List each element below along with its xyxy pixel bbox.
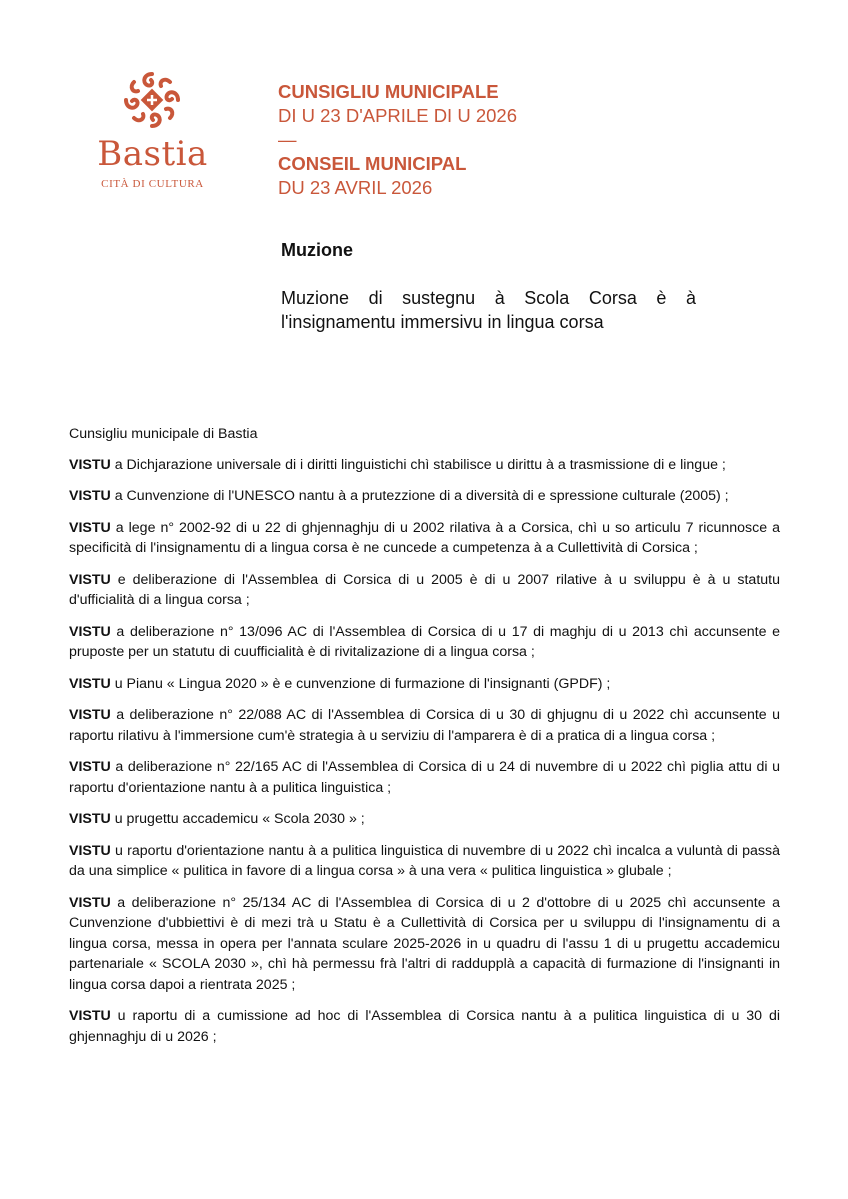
clause-paragraph xyxy=(69,570,780,611)
clause-text: a deliberazione n° 22/165 AC di l'Assemblea di Corsica di u 24 di nuvembre di u 2022 chì piglia attu di u raportu d'orientazione nantu à a pulitica linguistica ; xyxy=(69,759,780,796)
clause-paragraph xyxy=(69,622,780,663)
header-date-french: DU 23 AVRIL 2026 xyxy=(278,177,433,198)
clause-paragraph xyxy=(69,486,780,507)
clause-paragraph xyxy=(69,893,780,996)
clause-keyword: VISTU xyxy=(69,842,111,859)
document-header xyxy=(278,80,517,200)
clause-keyword: VISTU xyxy=(69,456,111,473)
clause-text: e deliberazione di l'Assemblea di Corsica di u 2005 è di u 2007 rilative à u sviluppu è à u statutu d'ufficialità di a lingua corsa ; xyxy=(69,571,780,608)
clause-text: u raportu di a cumissione ad hoc di l'Assemblea di Corsica nantu à a pulitica linguistica di u 30 di ghjennaghju di u 2026 ; xyxy=(69,1008,780,1045)
clause-paragraph xyxy=(69,674,780,695)
clause-text: u prugettu accademicu « Scola 2030 » ; xyxy=(110,811,365,827)
clause-keyword: VISTU xyxy=(69,571,111,588)
clause-paragraph xyxy=(69,809,780,830)
clause-text: u Pianu « Lingua 2020 » è e cunvenzione di furmazione di l'insignanti (GPDF) ; xyxy=(110,675,611,692)
motion-title: Muzione di sustegnu à Scola Corsa è à l'insignamentu immersivu in lingua corsa xyxy=(281,288,696,332)
header-council-french: CONSEIL MUNICIPAL xyxy=(278,153,467,174)
clause-keyword: VISTU xyxy=(69,1008,111,1024)
clause-keyword: VISTU xyxy=(69,488,111,504)
logo-name: Bastia xyxy=(97,134,208,174)
clause-keyword: VISTU xyxy=(69,707,111,723)
header-council-corsican: CUNSIGLIU MUNICIPALE xyxy=(278,81,499,102)
clause-keyword: VISTU xyxy=(69,759,111,775)
clause-paragraph xyxy=(69,841,780,882)
header-date-corsican: DI U 23 D'APRILE DI U 2026 xyxy=(278,105,517,126)
clause-text: a deliberazione n° 25/134 AC di l'Assemblea di Corsica di u 2 d'ottobre di u 2025 chì accunsente a Cunvenzione d'ubbiettivi è di mezi trà u Statu è a Cullettività di Corsica per u sviluppu di l'insignamentu di a lingua corsa, messa in opera per l'annata sculare 2025-2026 in u quadru di l'assu 1 di u prugettu accademicu partenariale « SCOLA 2030 », chì hà permessu frà l'altri di raddupplà a capacità di furmazione di l'insignanti in lingua corsa dapoi a rientrata 2025 ; xyxy=(69,894,780,993)
clause-text: a Cunvenzione di l'UNESCO nantu à a prutezzione di a diversità di e spressione culturale (2005) ; xyxy=(110,488,729,504)
clause-paragraph xyxy=(69,757,780,798)
clause-paragraph xyxy=(69,1006,780,1047)
motion-label: Muzione xyxy=(281,240,353,260)
clause-paragraph xyxy=(69,705,780,746)
clause-text: a deliberazione n° 13/096 AC di l'Assemblea di Corsica di u 17 di maghju di u 2013 chì accunsente e pruposte per un statutu di cuufficialità è di rivitalizazione di a lingua corsa ; xyxy=(69,623,780,660)
clause-text: a deliberazione n° 22/088 AC di l'Assemblea di Corsica di u 30 di ghjugnu di u 2022 chì accunsente u raportu rilativu à l'immersione cum'è strategia à u serviziu di l'amparera è di a pratica di a lingua corsa ; xyxy=(69,707,780,744)
intro-line: Cunsigliu municipale di Bastia xyxy=(69,426,258,442)
clause-keyword: VISTU xyxy=(69,894,111,911)
clause-text: u raportu d'orientazione nantu à a pulitica linguistica di nuvembre di u 2022 chì incalca a vuluntà di passà da una simplice « pulitica in favore di a lingua corsa » à una vera « pulitica linguistica » glubale ; xyxy=(69,842,780,879)
clause-keyword: VISTU xyxy=(69,519,111,536)
document-body xyxy=(69,424,780,1058)
header-separator: — xyxy=(278,129,297,150)
clauses-list xyxy=(69,455,780,1048)
clause-keyword: VISTU xyxy=(69,811,111,827)
clause-text: a lege n° 2002-92 di u 22 di ghjennaghju di u 2002 rilativa à a Corsica, chì u so articulu 7 ricunnosce a specificità di l'insignamentu di a lingua corsa è ne cuncede a cumpetenza à a Cullettività di Corsica ; xyxy=(69,519,780,556)
clause-paragraph xyxy=(69,518,780,559)
clause-keyword: VISTU xyxy=(69,623,111,640)
clause-keyword: VISTU xyxy=(69,675,111,692)
clause-text: a Dichjarazione universale di i diritti linguistichi chì stabilisce u dirittu à a trasmissione di e lingue ; xyxy=(110,456,726,473)
bastia-logo xyxy=(90,68,215,193)
clause-paragraph xyxy=(69,455,780,476)
logo-tagline: CITÀ DI CULTURA xyxy=(101,178,204,190)
bastia-emblem-icon xyxy=(120,68,184,132)
